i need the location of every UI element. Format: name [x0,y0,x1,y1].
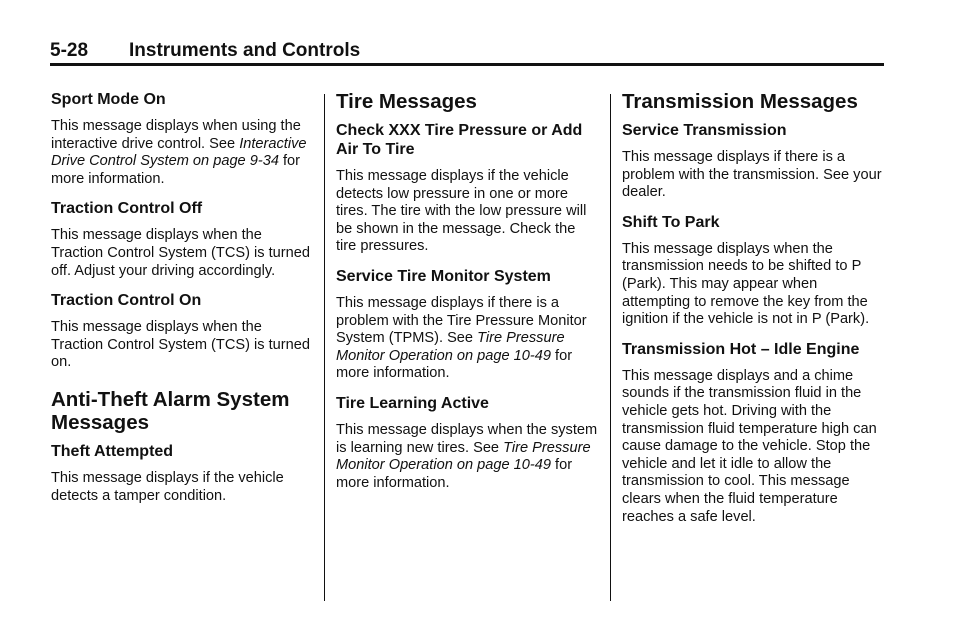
column-middle [336,90,598,492]
check-pressure-text: This message displays if the vehicle detects low pressure in one or more tires. The tire with the low pressure will be shown in the message. Check the tire pressures. [336,168,587,255]
service-transmission-text: This message displays if there is a problem with the transmission. See your dealer. [622,149,882,201]
theft-attempted-text: This message displays if the vehicle detects a tamper condition. [51,469,284,504]
header-title: Instruments and Controls [129,40,361,61]
sport-mode-on-text-after: for more information. [51,153,301,187]
transmission-messages-heading: Transmission Messages [622,90,858,113]
traction-off-text: This message displays when the Traction Control System (TCS) is turned off. Adjust your driving accordingly. [51,227,310,279]
service-tpms-text [336,295,598,383]
sport-mode-on-heading: Sport Mode On [51,91,166,108]
sport-mode-on-text [51,118,313,188]
column-divider-right [610,94,611,601]
traction-off-heading: Traction Control Off [51,200,203,218]
tire-learning-reference: Tire Pressure Monitor Operation on page 10-49 [336,439,591,474]
service-tpms-heading: Service Tire Monitor System [336,267,551,285]
tire-messages-heading: Tire Messages [336,90,477,113]
transmission-hot-text: This message displays and a chime sounds if the transmission fluid in the vehicle gets hot. Driving with the transmission fluid temperature high can cause damage to the vehicle. Stop the vehicle and let it idle to allow the transmission to cool. This message clears when the fluid temperature reaches a safe level. [622,367,877,525]
column-right [622,90,884,526]
transmission-hot-heading: Transmission Hot – Idle Engine [622,340,860,358]
shift-to-park-heading: Shift To Park [622,213,720,231]
service-tpms-text-before: This message displays if there is a problem with the Tire Pressure Monitor System (TPMS). See [336,294,587,347]
service-transmission-heading: Service Transmission [622,122,787,139]
tire-learning-text-before: This message displays when the system is learning new tires. See [336,421,598,456]
service-tpms-text-after: for more information. [336,347,573,382]
sport-mode-on-reference: Interactive Drive Control System on page 9-34 [51,135,307,170]
service-tpms-reference: Tire Pressure Monitor Operation on page 10-49 [336,330,565,364]
tire-learning-heading: Tire Learning Active [336,394,489,412]
page-header [50,39,884,63]
check-pressure-heading: Check XXX Tire Pressure or Add Air To Tire [336,122,583,158]
tire-learning-text [336,422,598,492]
shift-to-park-text: This message displays when the transmission needs to be shifted to P (Park). This may appear when attempting to remove the key from the ignition if the vehicle is not in P (Park). [622,240,870,328]
tire-learning-text-after: for more information. [336,457,573,491]
sport-mode-on-text-before: This message displays when using the interactive drive control. See [51,118,301,152]
traction-on-heading: Traction Control On [51,292,202,310]
theft-attempted-heading: Theft Attempted [51,442,174,460]
column-left [51,90,313,505]
column-divider-left [324,94,325,601]
header-rule [50,63,884,66]
traction-on-text: This message displays when the Traction Control System (TCS) is turned on. [51,319,310,371]
page-number: 5-28 [50,40,89,61]
anti-theft-section-heading: Anti-Theft Alarm System Messages [51,387,290,434]
